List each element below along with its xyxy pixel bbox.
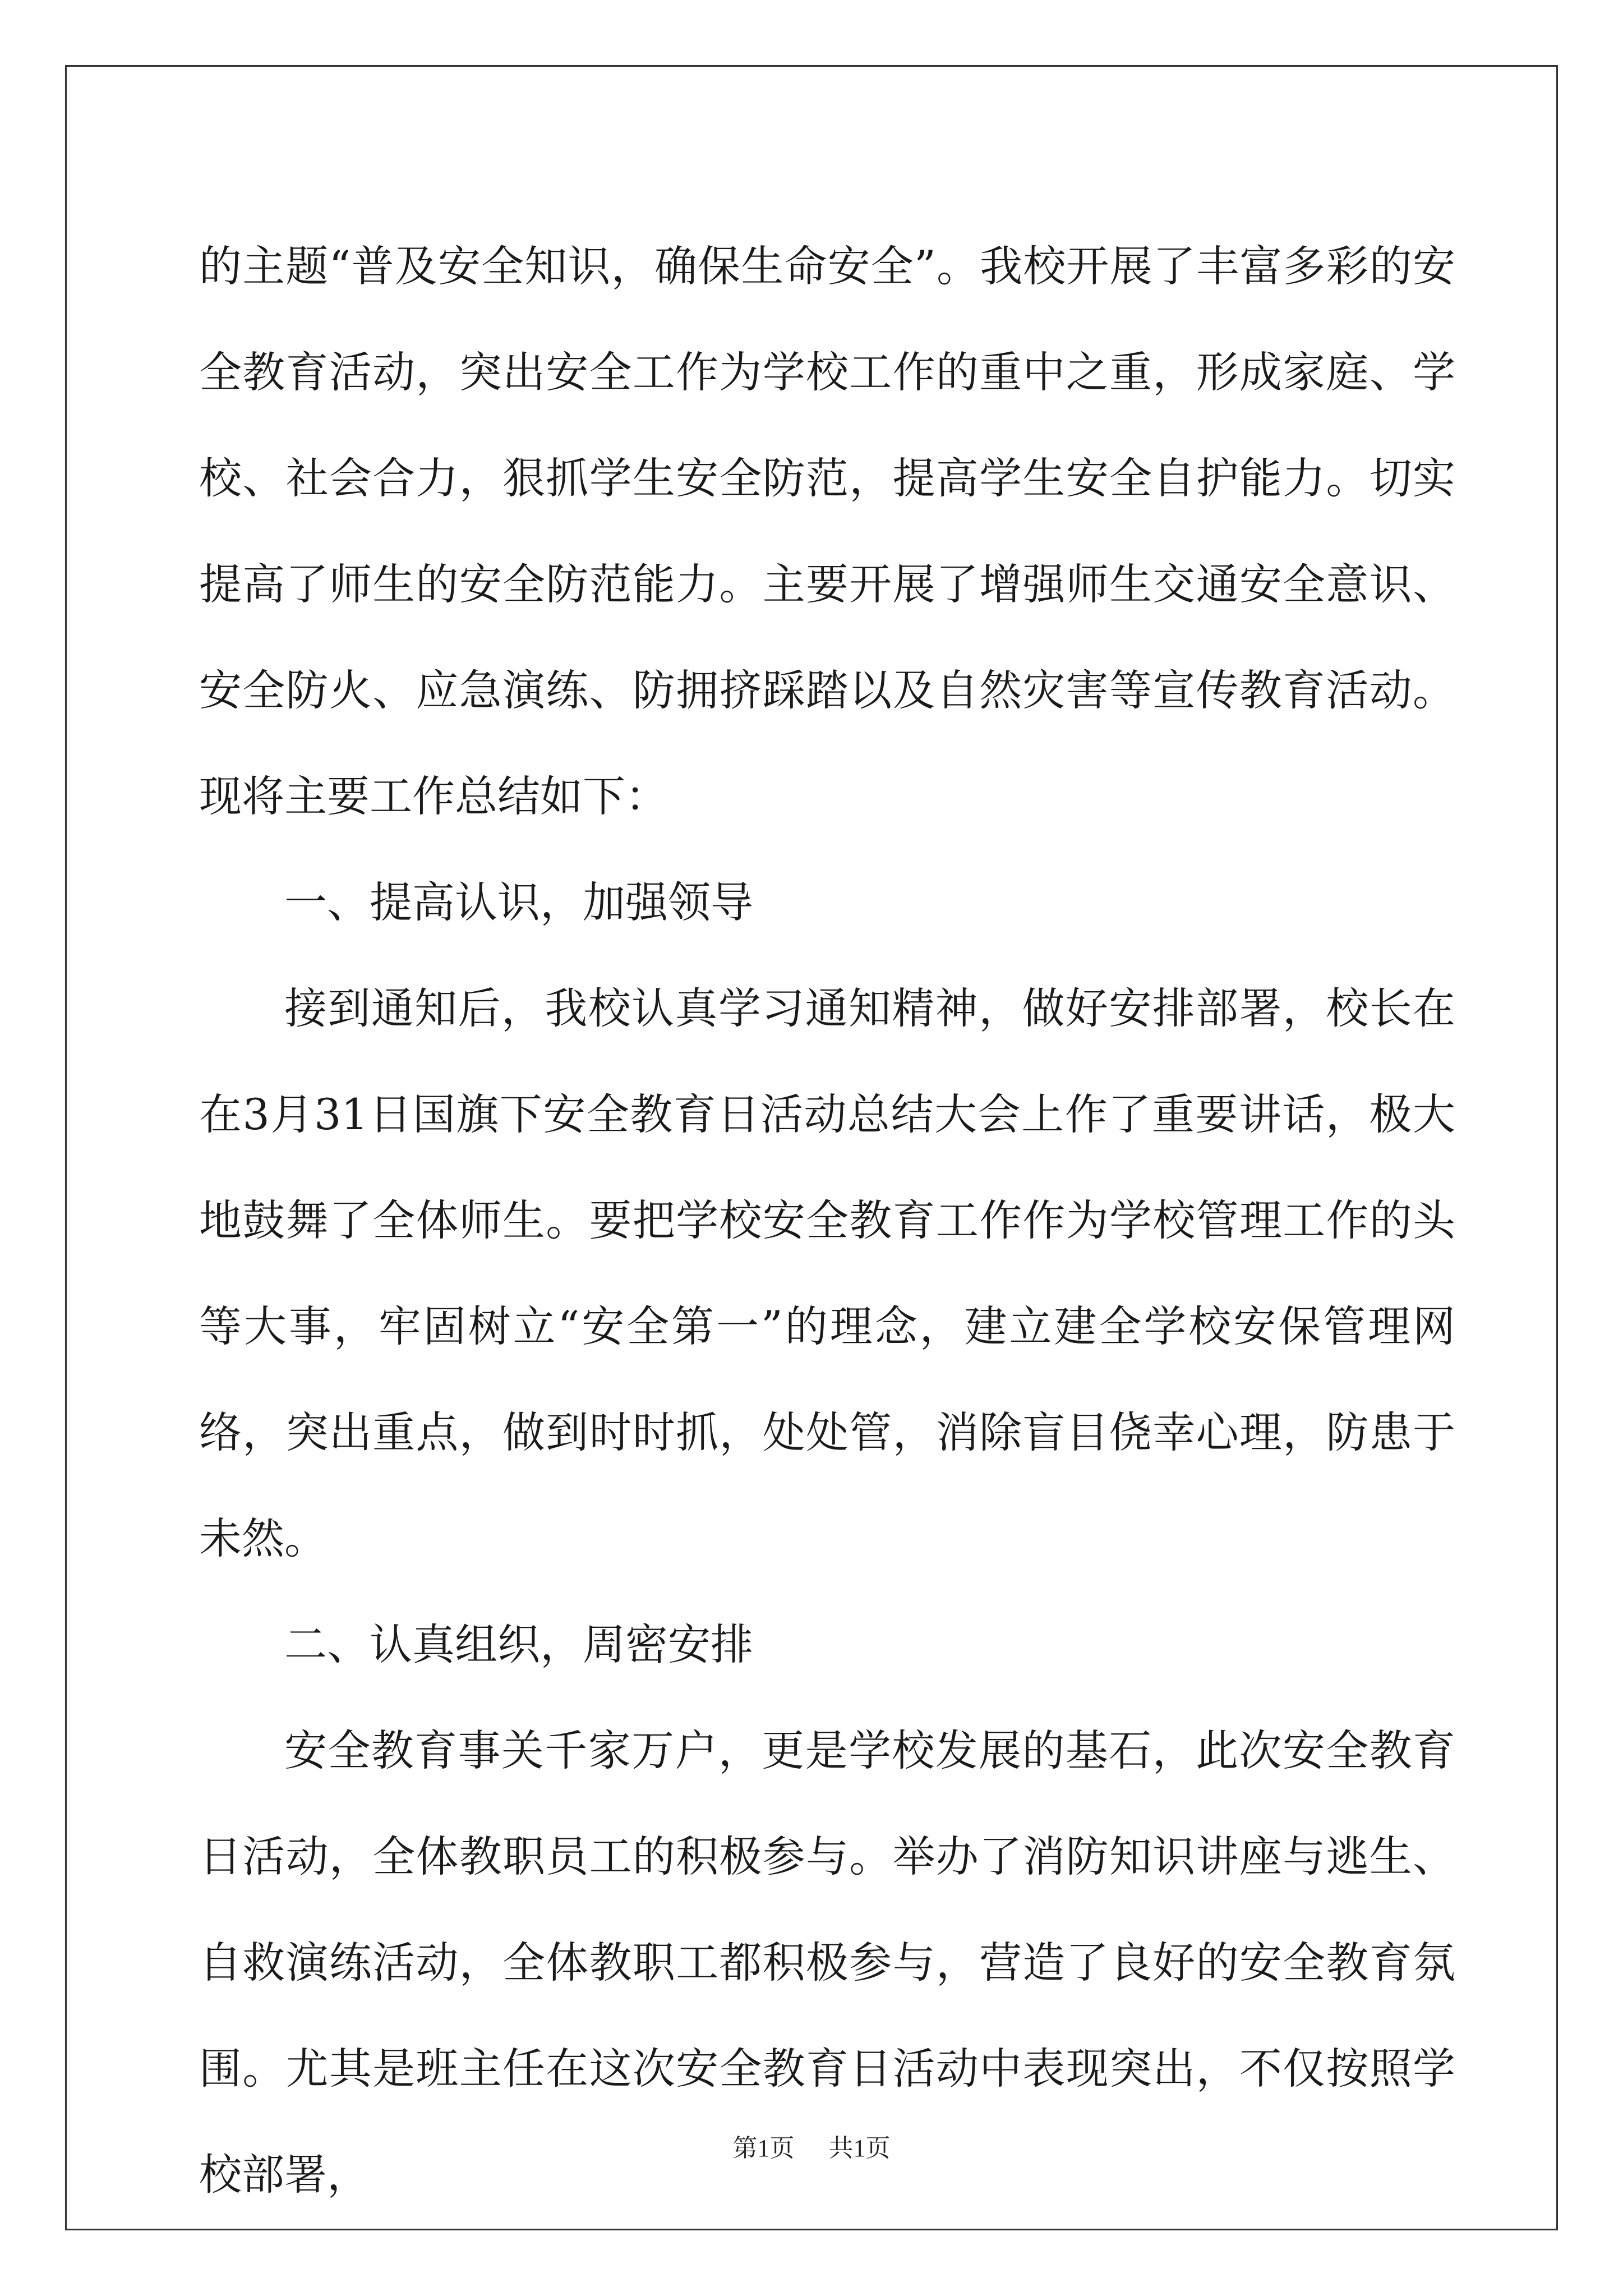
page-footer — [0, 2132, 1623, 2165]
paragraph-section-2: 安全教育事关千家万户，更是学校发展的基石，此次安全教育日活动，全体教职员工的积极参与。举办了消防知识讲座与逃生、自救演练活动，全体教职工都积极参与，营造了良好的安全教育氛围。尤其是班主任在这次安全教育日活动中表现突出，不仅按照学校部署， — [199, 1726, 1455, 2200]
paragraph-intro: 的主题“普及安全知识，确保生命安全”。我校开展了丰富多彩的安全教育活动，突出安全工作为学校工作的重中之重，形成家庭、学校、社会合力，狠抓学生安全防范，提高学生安全自护能力。切实提高了师生的安全防范能力。主要开展了增强师生交通安全意识、安全防火、应急演练、防拥挤踩踏以及自然灾害等宣传教育活动。现将主要工作总结如下： — [199, 241, 1455, 821]
section-heading-1: 一、提高认识，加强领导 — [284, 877, 753, 927]
section-heading-2: 二、认真组织，周密安排 — [284, 1619, 753, 1669]
document-body — [199, 213, 1455, 2228]
page-total: 共1页 — [828, 2134, 891, 2162]
page-number: 第1页 — [732, 2134, 795, 2162]
paragraph-section-1: 接到通知后，我校认真学习通知精神，做好安排部署，校长在在3月31日国旗下安全教育日活动总结大会上作了重要讲话，极大地鼓舞了全体师生。要把学校安全教育工作作为学校管理工作的头等大事，牢固树立“安全第一”的理念，建立建全学校安保管理网络，突出重点，做到时时抓，处处管，消除盲目侥幸心理，防患于未然。 — [199, 983, 1455, 1563]
